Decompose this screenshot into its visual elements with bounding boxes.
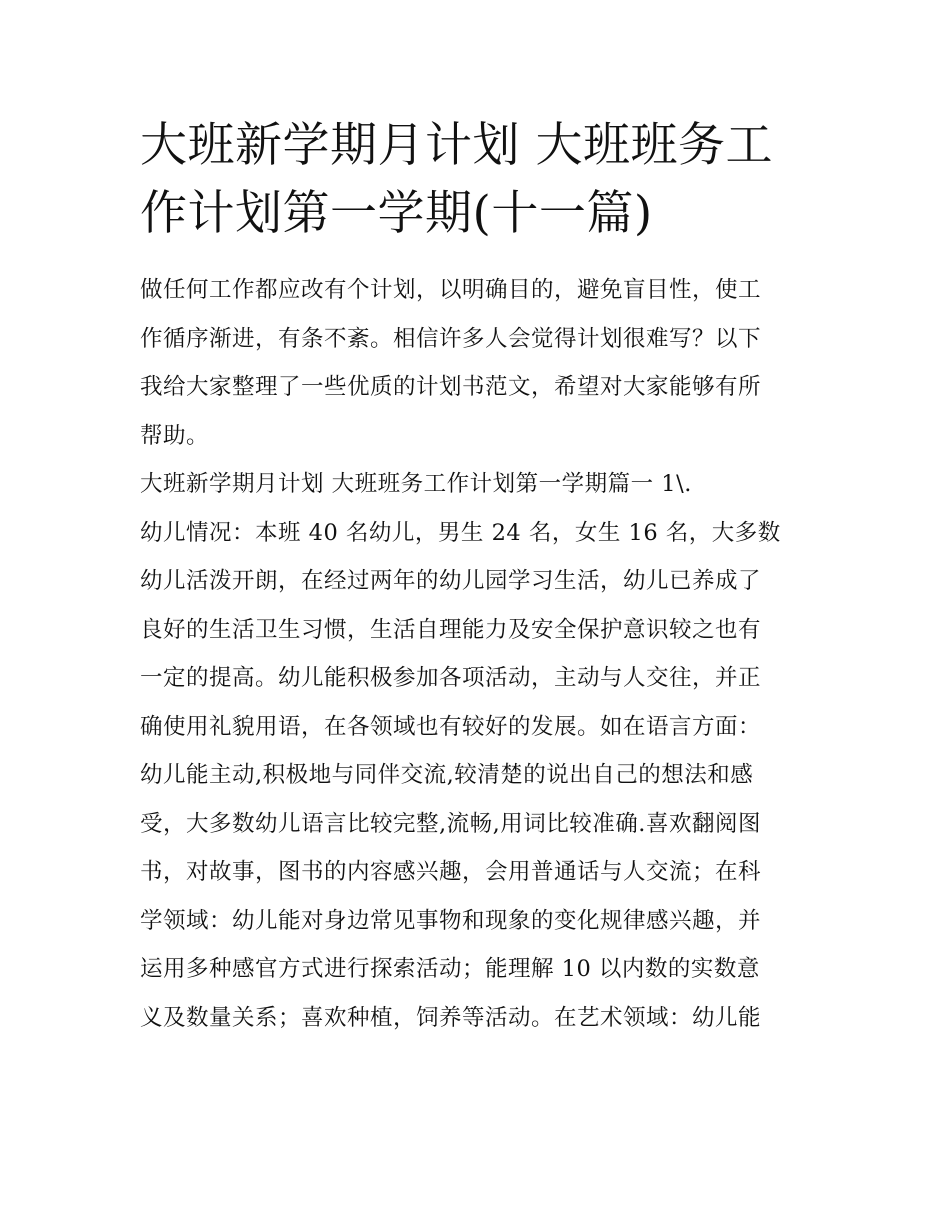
text-line: 学领域：幼儿能对身边常见事物和现象的变化规律感兴趣，并 <box>140 907 762 934</box>
text-line: 受，大多数幼儿语言比较完整,流畅,用词比较准确.喜欢翻阅图 <box>140 810 761 837</box>
text-line: 幼儿能主动,积极地与同伴交流,较清楚的说出自己的想法和感 <box>140 762 754 788</box>
text-line: 一定的提高。幼儿能积极参加各项活动，主动与人交往，并正 <box>140 665 762 691</box>
text-line: 幼儿活泼开朗，在经过两年的幼儿园学习生活，幼儿已养成了 <box>140 568 762 594</box>
text-line: 良好的生活卫生习惯，生活自理能力及安全保护意识较之也有 <box>140 616 762 643</box>
intro-paragraph <box>140 266 812 460</box>
text-line: 运用多种感官方式进行探索活动；能理解 10 以内数的实数意 <box>140 956 760 982</box>
text-line: 确使用礼貌用语，在各领域也有较好的发展。如在语言方面： <box>140 713 762 740</box>
document-page <box>140 112 812 1042</box>
text-line: 做任何工作都应改有个计划，以明确目的，避免盲目性，使工 <box>140 277 762 303</box>
title-line: 作计划第一学期(十一篇) <box>140 186 653 241</box>
text-line: 幼儿情况：本班 40 名幼儿，男生 24 名，女生 16 名，大多数 <box>140 519 781 546</box>
body-paragraph <box>140 509 812 1043</box>
text-line: 作循序渐进，有条不紊。相信许多人会觉得计划很难写？以下 <box>140 325 762 352</box>
section-heading: 大班新学期月计划 大班班务工作计划第一学期篇一 1\. <box>140 471 692 497</box>
text-line: 义及数量关系；喜欢种植，饲养等活动。在艺术领域：幼儿能 <box>140 1004 762 1031</box>
text-line: 帮助。 <box>140 422 210 449</box>
text-line: 我给大家整理了一些优质的计划书范文，希望对大家能够有所 <box>140 374 762 400</box>
title-line: 大班新学期月计划 大班班务工 <box>140 118 773 173</box>
page-title <box>140 112 812 248</box>
text-line: 书，对故事，图书的内容感兴趣，会用普通话与人交流；在科 <box>140 859 762 885</box>
